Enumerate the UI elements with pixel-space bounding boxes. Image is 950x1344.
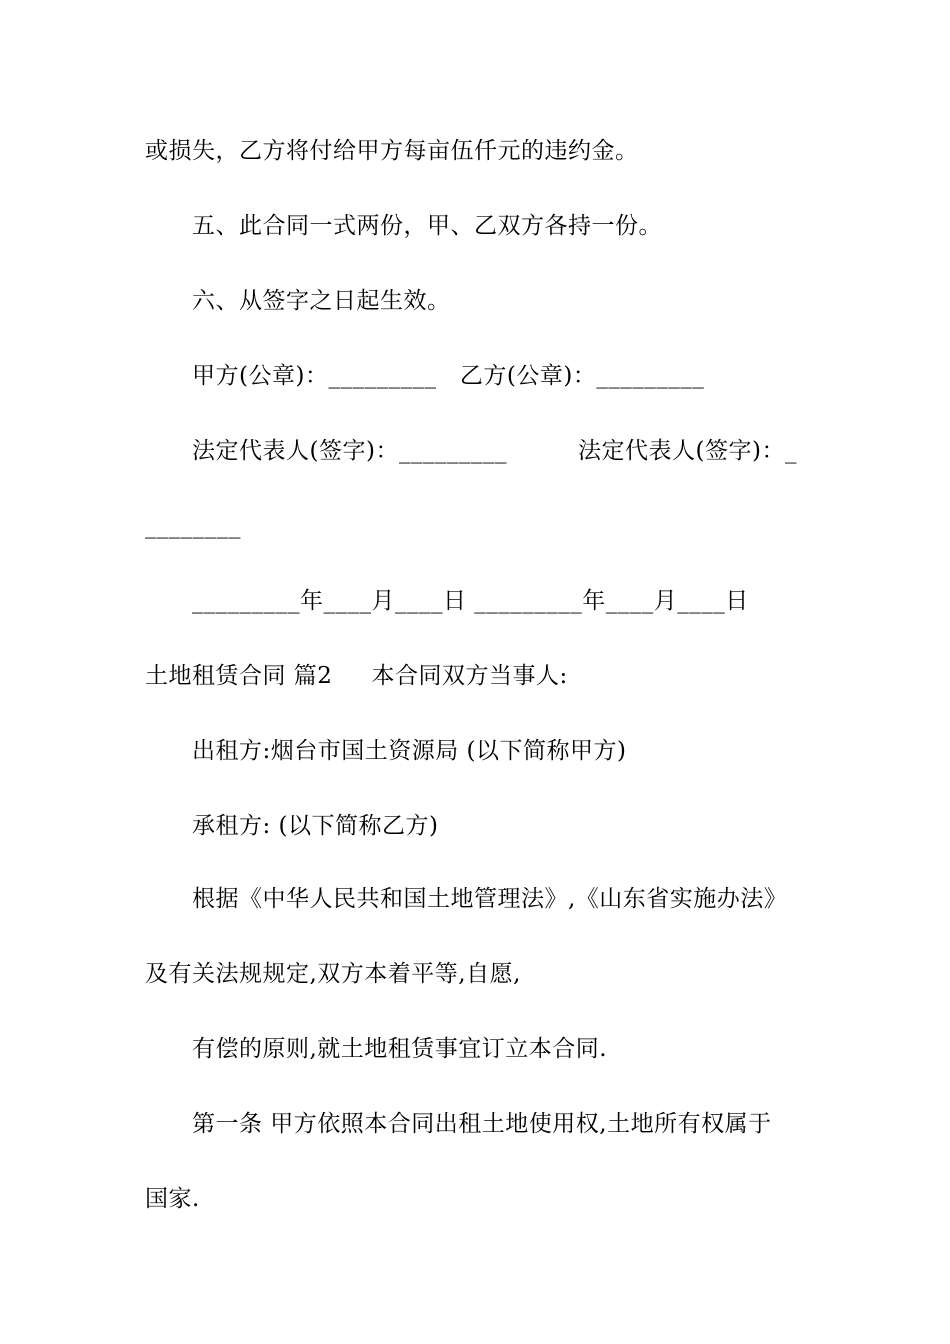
lessee-line: 承租方: (以下简称乙方)	[192, 813, 439, 839]
paragraph-line: 或损失，乙方将付给甲方每亩伍仟元的违约金。	[145, 138, 639, 164]
paragraph-line: 根据《中华人民共和国土地管理法》,《山东省实施办法》	[192, 886, 788, 912]
article-line: 第一条 甲方依照本合同出租土地使用权,土地所有权属于	[192, 1111, 772, 1137]
signature-representative-b: 法定代表人(签字)：_	[578, 438, 797, 464]
signature-blank-continuation: ________	[145, 513, 241, 539]
paragraph-line: 六、从签字之日起生效。	[192, 288, 451, 314]
section-heading: 土地租赁合同 篇2 本合同双方当事人:	[145, 663, 568, 689]
signature-date-line: _________年____月____日 _________年____月____日	[192, 588, 749, 614]
paragraph-line: 五、此合同一式两份，甲、乙双方各持一份。	[192, 213, 662, 239]
paragraph-line: 有偿的原则,就土地租赁事宜订立本合同.	[192, 1036, 608, 1062]
paragraph-line: 国家.	[145, 1186, 200, 1212]
lessor-line: 出租方:烟台市国土资源局 (以下简称甲方)	[192, 738, 627, 764]
paragraph-line: 及有关法规规定,双方本着平等,自愿,	[145, 961, 521, 987]
signature-seal-line: 甲方(公章)：_________ 乙方(公章)：_________	[192, 363, 705, 389]
signature-representative-a: 法定代表人(签字)：_________	[192, 438, 507, 464]
